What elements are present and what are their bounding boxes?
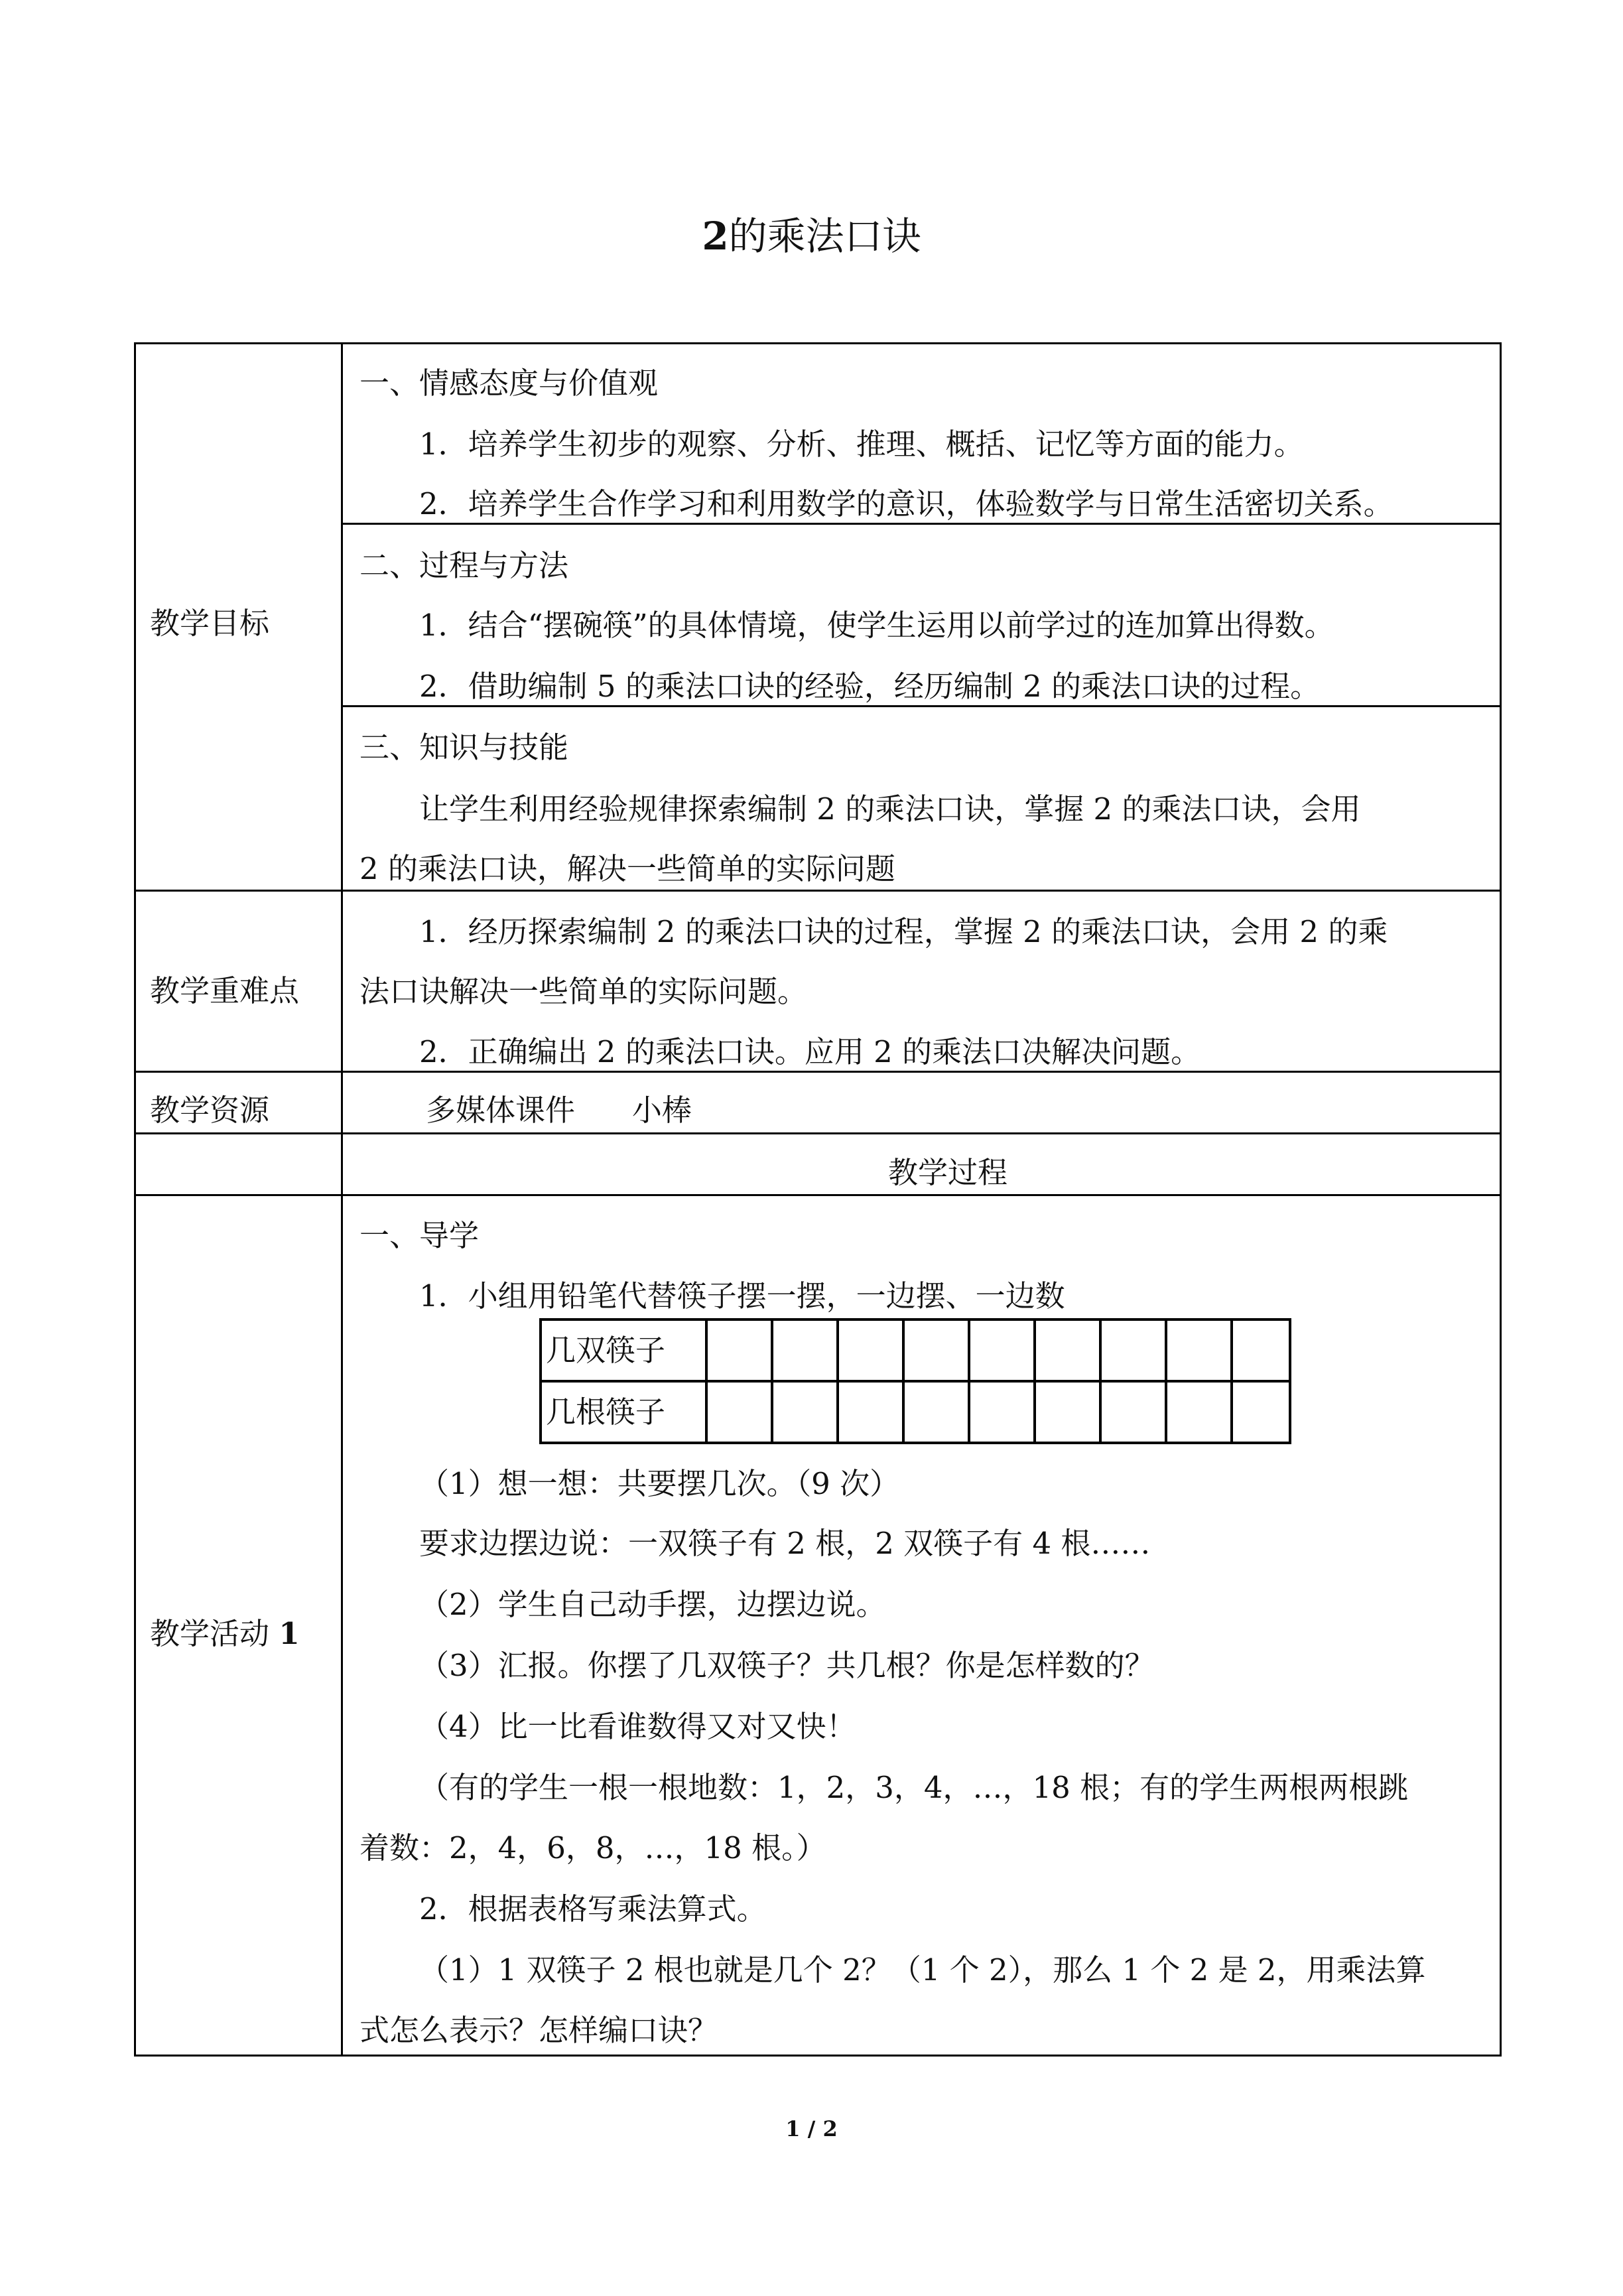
activity1-line-3: （2）学生自己动手摆，边摆边说。 [419,1587,886,1622]
table-cell [1035,1381,1100,1443]
page-number: 1 / 2 [785,2116,838,2141]
table-row-sticks [541,1381,1290,1443]
title-text: 的乘法口诀 [728,214,921,259]
activity1-label-number: 1 [279,1616,300,1651]
activity1-item-1: 1．小组用铅笔代替筷子摆一摆，一边摆、一边数 [419,1278,1065,1314]
chopsticks-table [539,1318,1291,1444]
table-row-pairs [541,1319,1290,1381]
row-header-pairs: 几双筷子 [541,1319,706,1381]
table-cell [706,1381,772,1443]
table-cell [903,1319,969,1381]
table-cell [838,1319,903,1381]
row-divider-key-points [134,890,1502,892]
table-cell [1100,1319,1166,1381]
resources-text: 多媒体课件 小棒 [426,1093,692,1128]
objectives-item-2-1: 1．结合“摆碗筷”的具体情境，使学生运用以前学过的连加算出得数。 [419,608,1334,643]
activity1-label-text: 教学活动 [150,1616,279,1651]
table-cell [903,1381,969,1443]
table-cell [838,1381,903,1443]
objectives-item-1-2: 2．培养学生合作学习和利用数学的意识，体验数学与日常生活密切关系。 [419,486,1394,521]
activity1-line-6: （有的学生一根一根地数：1，2，3，4，…，18 根；有的学生两根两根跳 [419,1770,1409,1805]
table-cell [772,1319,838,1381]
table-cell [772,1381,838,1443]
objectives-text-3-2: 2 的乘法口诀，解决一些简单的实际问题 [359,851,895,886]
activity1-heading: 一、导学 [359,1218,480,1253]
activity1-line-1: （1）想一想：共要摆几次。（9 次） [419,1466,900,1501]
activity1-line-7: 着数：2，4，6，8，…，18 根。） [359,1830,826,1865]
activity1-line-8: 2．根据表格写乘法算式。 [419,1891,767,1926]
row-divider-activity [134,1194,1502,1196]
objectives-item-2-2: 2．借助编制 5 的乘法口诀的经验，经历编制 2 的乘法口诀的过程。 [419,669,1321,704]
key-points-line-1: 1．经历探索编制 2 的乘法口诀的过程，掌握 2 的乘法口诀，会用 2 的乘 [419,914,1388,949]
activity1-line-5: （4）比一比看谁数得又对又快！ [419,1709,856,1744]
objectives-heading-2: 二、过程与方法 [359,548,569,583]
activity1-line-10: 式怎么表示？怎样编口诀？ [359,2013,718,2048]
title-number: 2 [702,214,729,259]
activity1-line-2: 要求边摆边说：一双筷子有 2 根，2 双筷子有 4 根…… [419,1526,1151,1561]
objectives-heading-3: 三、知识与技能 [359,730,569,765]
table-cell [969,1381,1035,1443]
activity1-line-4: （3）汇报。你摆了几双筷子？共几根？你是怎样数的？ [419,1648,1155,1683]
activity1-label [150,1614,300,1654]
objectives-label: 教学目标 [150,606,270,641]
table-cell [706,1319,772,1381]
objectives-heading-1: 一、情感态度与价值观 [359,366,659,401]
row-header-sticks: 几根筷子 [541,1381,706,1443]
key-points-line-3: 2．正确编出 2 的乘法口诀。应用 2 的乘法口决解决问题。 [419,1034,1201,1069]
objectives-text-3-1: 让学生利用经验规律探索编制 2 的乘法口诀，掌握 2 的乘法口诀，会用 [419,791,1361,827]
objectives-item-1-1: 1．培养学生初步的观察、分析、推理、概括、记忆等方面的能力。 [419,427,1304,462]
key-points-line-2: 法口诀解决一些简单的实际问题。 [359,974,808,1009]
column-divider [341,342,343,2057]
table-cell [1166,1319,1232,1381]
activity1-line-9: （1）1 双筷子 2 根也就是几个 2？（1 个 2），那么 1 个 2 是 2，用乘法算 [419,1952,1426,1988]
table-cell [1035,1319,1100,1381]
table-cell [1232,1381,1290,1443]
process-header: 教学过程 [888,1155,1008,1190]
table-cell [1100,1381,1166,1443]
row-divider-process [134,1132,1502,1134]
key-points-label: 教学重难点 [150,973,300,1008]
table-cell [969,1319,1035,1381]
resources-label: 教学资源 [150,1093,270,1128]
page-title [0,210,1623,263]
table-cell [1166,1381,1232,1443]
table-cell [1232,1319,1290,1381]
